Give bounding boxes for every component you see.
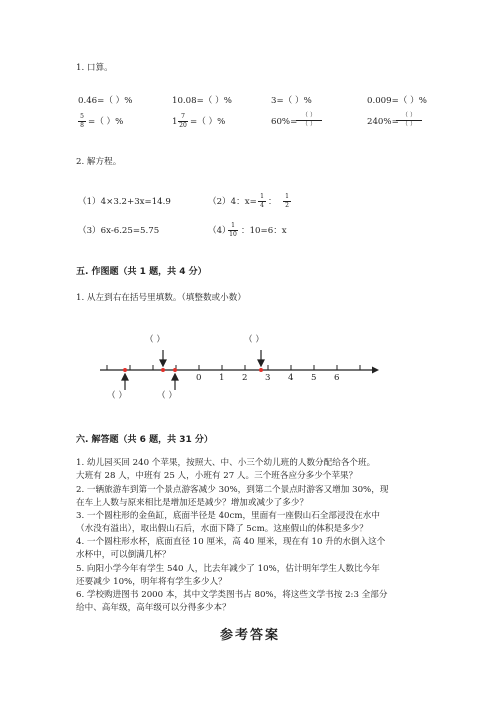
calc-item-1: 0.46=（ ）%	[78, 96, 133, 106]
section6-heading: 六. 解答题（共 6 题，共 31 分）	[76, 435, 213, 445]
equation-2: （2）4：x=	[208, 197, 257, 207]
number-line-top-bracket-2: （ ）	[244, 335, 264, 345]
calc-item-2: 10.08=（ ）%	[172, 96, 232, 106]
number-line-bottom-bracket-2: （ ）	[157, 391, 177, 401]
problem-line: 大班有 28 人，中班有 25 人，小班有 27 人。三个班各应分多少个苹果？	[76, 471, 358, 481]
equation-4-rest: ：10=6：x	[241, 226, 287, 236]
problem-line: 给中、高年级，高年级可以分得多少本？	[76, 603, 231, 613]
problem-line: 在车上人数与原来相比是增加还是减少？增加或减少了多少？	[76, 498, 309, 508]
section1-title: 1. 口算。	[76, 63, 113, 73]
number-line-top-bracket-1: （ ）	[145, 335, 165, 345]
problem-line: 还要减少 10%，明年将有学生多少人？	[76, 577, 227, 587]
point-marker	[259, 368, 263, 372]
section5-question-1: 1. 从左到右在括号里填数。（填整数或小数）	[76, 293, 246, 303]
calc-item-8: 240%=	[367, 117, 399, 127]
tick-label: 5	[311, 373, 317, 383]
problem-line: 3. 一个圆柱形的金鱼缸，底面半径是 40cm，里面有一座假山石全部浸没在水中	[76, 511, 380, 521]
equation-1: （1）4×3.2+3x=14.9	[78, 197, 171, 207]
calc-item-6-whole: 1	[172, 117, 178, 127]
tick-label: 3	[265, 373, 271, 383]
equation-4: （4）	[208, 226, 231, 236]
calc-item-6-fraction: 7 20	[179, 113, 187, 129]
number-line-bottom-bracket-1: （ ）	[107, 391, 127, 401]
problem-line: 1. 幼儿园买回 240 个苹果，按照大、中、小三个幼儿班的人数分配给各个班。	[76, 458, 376, 468]
equation-2-ratio-sign: ：	[268, 197, 277, 207]
section5-heading: 五. 作图题（共 1 题，共 4 分）	[76, 267, 207, 277]
point-marker	[161, 368, 165, 372]
calc-item-6: =（ ）%	[190, 117, 226, 127]
calc-item-4: 0.009=（ ）%	[367, 96, 427, 106]
problem-line: （水没有溢出），取出假山石后，水面下降了 5cm。这座假山的体积是多少？	[76, 524, 368, 534]
calc-item-5: =（ ）%	[88, 117, 124, 127]
tick-label: 2	[242, 373, 248, 383]
problem-line: 2. 一辆旅游车到第一个景点游客减少 30%，到第二个景点时游客又增加 30%，现	[76, 485, 389, 495]
equation-2-fraction-b: 1 2	[283, 194, 291, 209]
calc-item-7-fraction: （ ） （ ）	[296, 113, 322, 128]
equation-4-fraction: 1 10	[229, 222, 237, 238]
point-marker	[173, 368, 177, 372]
up-arrow-icon	[172, 374, 178, 380]
answer-key-title: 参考答案	[219, 628, 280, 643]
calc-item-5-fraction: 5 8	[78, 114, 86, 129]
problem-line: 4. 一个圆柱形水杯，底面直径 10 厘米，高 40 厘米，现在有 10 升的水倒入这个	[76, 537, 386, 547]
calc-item-3: 3=（ ）%	[271, 96, 312, 106]
down-arrow-icon	[160, 360, 166, 366]
problem-line: 水杯中，可以倒满几杯？	[76, 550, 171, 560]
tick-label: 4	[288, 373, 294, 383]
number-line-arrowhead	[372, 367, 379, 374]
problem-line: 6. 学校购进图书 2000 本，其中文学类图书占 80%，将这些文学书按 2:3 全部分	[76, 590, 388, 600]
tick-label: 1	[219, 373, 225, 383]
calc-item-8-fraction: （ ） （ ）	[396, 113, 422, 128]
down-arrow-icon	[258, 360, 264, 366]
point-marker	[123, 368, 127, 372]
equation-2-fraction-a: 1 4	[258, 194, 266, 209]
calc-item-7: 60%=	[271, 117, 298, 127]
section2-title: 2. 解方程。	[76, 157, 122, 167]
tick-label: 0	[196, 373, 202, 383]
problem-line: 5. 向阳小学今年有学生 540 人，比去年减少了 10%，估计明年学生人数比今年	[76, 564, 380, 574]
tick-label: 6	[334, 373, 340, 383]
up-arrow-icon	[122, 374, 128, 380]
equation-3: （3）6x-6.25=5.75	[78, 226, 160, 236]
